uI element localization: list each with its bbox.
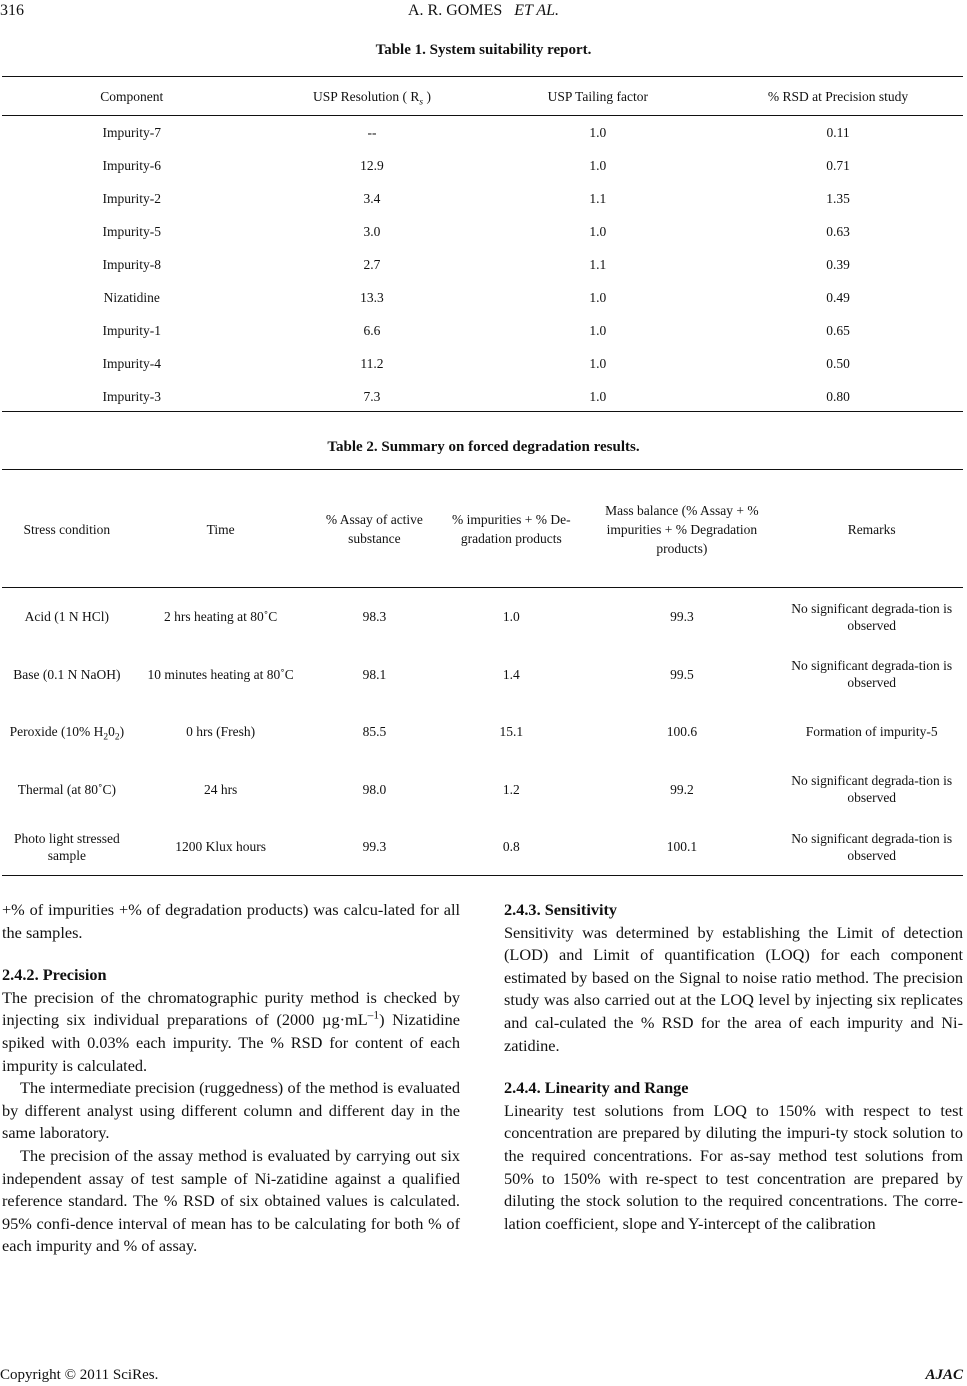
table1-cell-tailing: 1.0 bbox=[589, 389, 607, 404]
table2-cell-impurities: 0.8 bbox=[502, 839, 520, 855]
table2-cell-impurities: 1.0 bbox=[502, 609, 520, 625]
table1-cell-tailing: 1.0 bbox=[589, 158, 607, 173]
table1-cell-resolution: -- bbox=[367, 125, 377, 140]
table2-cell-assay: 98.1 bbox=[362, 666, 387, 682]
table2-row bbox=[2, 703, 963, 761]
table1-row bbox=[2, 182, 963, 215]
table2-cell-stress: Peroxide (10% $H_20_2$) bbox=[9, 724, 125, 743]
table2-cell-assay: 99.3 bbox=[362, 839, 387, 855]
table2-cell-stress: Photo light stressed sample bbox=[13, 830, 120, 863]
table2-cell-remarks: No significant degrada-tion is observed bbox=[791, 658, 953, 691]
table1-cell-rsd: 1.35 bbox=[826, 191, 850, 206]
running-head-et-al: ET AL. bbox=[514, 2, 559, 19]
table1-row bbox=[2, 149, 963, 182]
table1-header-row bbox=[2, 77, 963, 116]
table1-bottom-rule bbox=[2, 411, 963, 412]
precision-paragraph-3: The precision of the assay method is evaluated by carrying out six independent assay of test sample of Ni-zatidine against a qualified reference standard. The % RSD of six obtained values is calculated. 95% confi-dence interval of mean has to be calculating for both % of each impurity and % of assay. bbox=[2, 1145, 460, 1256]
table1-cell-rsd: 0.50 bbox=[826, 356, 850, 371]
sensitivity-heading: 2.4.3. Sensitivity bbox=[504, 900, 618, 919]
table1-cell-rsd: 0.11 bbox=[826, 125, 850, 140]
table2-cell-mass-balance: 99.3 bbox=[670, 609, 694, 625]
sensitivity-paragraph: Sensitivity was determined by establishing the Limit of detection (LOD) and Limit of quantification (LOQ) for each component estimated by based on the Signal to noise ratio method. The precision study was also carried out at the LOQ level by injecting six replicates and cal-culated the % RSD for the area of each impurity and Ni-zatidine. bbox=[504, 922, 963, 1055]
table2-cell-mass-balance: 100.1 bbox=[666, 839, 698, 855]
table2-header-impurities: % impurities + % De-gradation products bbox=[452, 512, 571, 546]
table1-cell-rsd: 0.80 bbox=[826, 389, 850, 404]
table2-cell-mass-balance: 99.2 bbox=[670, 781, 694, 797]
table2-row bbox=[2, 818, 963, 876]
table1-cell-component: Nizatidine bbox=[103, 290, 160, 305]
table2-header-time: Time bbox=[206, 521, 235, 537]
table1-cell-rsd: 0.39 bbox=[826, 257, 850, 272]
left-column bbox=[2, 899, 460, 1258]
table2-cell-time: 24 hrs bbox=[203, 781, 238, 797]
table2-header-mass-balance: Mass balance (% Assay + % impurities + % Degradation products) bbox=[605, 502, 759, 556]
precision-heading: 2.4.2. Precision bbox=[2, 965, 107, 985]
table1-cell-component: Impurity-3 bbox=[102, 389, 161, 404]
table2-row bbox=[2, 588, 963, 646]
table1-row bbox=[2, 281, 963, 314]
table2-cell-impurities: 15.1 bbox=[499, 724, 524, 740]
table2-header-stress: Stress condition bbox=[23, 521, 111, 537]
table2-header-remarks: Remarks bbox=[847, 521, 896, 537]
table2-row bbox=[2, 761, 963, 819]
table1-system-suitability bbox=[2, 77, 963, 413]
table1-header-resolution: USP Resolution ( $R_s$ ) bbox=[312, 89, 431, 108]
table1-row bbox=[2, 116, 963, 149]
table1-cell-component: Impurity-8 bbox=[102, 257, 161, 272]
table1-cell-component: Impurity-5 bbox=[102, 224, 161, 239]
table1-cell-tailing: 1.0 bbox=[589, 224, 607, 239]
linearity-heading: 2.4.4. Linearity and Range bbox=[504, 1078, 689, 1098]
table2-cell-remarks: No significant degrada-tion is observed bbox=[791, 600, 953, 633]
table2-cell-remarks: No significant degrada-tion is observed bbox=[791, 830, 953, 863]
footer-journal: AJAC bbox=[925, 1367, 963, 1383]
table2-cell-impurities: 1.2 bbox=[502, 781, 520, 797]
table1-cell-component: Impurity-4 bbox=[102, 356, 161, 371]
table1-cell-tailing: 1.1 bbox=[589, 257, 607, 272]
table2-cell-remarks: No significant degrada-tion is observed bbox=[791, 773, 953, 806]
table2-cell-time: 10 minutes heating at 80˚C bbox=[147, 666, 294, 682]
linearity-paragraph: Linearity test solutions from LOQ to 150% with respect to test concentration are prepared by diluting the impuri-ty stock solution to the required concentrations. For as-say method test solutions from 50% to 150% with re-spect to test concentration are prepared by diluting the stock solution to the required concentrations. The corre-lation coefficient, slope and Y-intercept of the calibration bbox=[504, 1100, 963, 1233]
table1-row bbox=[2, 380, 963, 413]
table1-cell-tailing: 1.0 bbox=[589, 125, 607, 140]
table1-row bbox=[2, 314, 963, 347]
running-head-authors: A. R. GOMES bbox=[408, 2, 503, 19]
table1-cell-resolution: 12.9 bbox=[360, 158, 384, 173]
page-number: 316 bbox=[0, 2, 24, 19]
table1-cell-resolution: 13.3 bbox=[360, 290, 384, 305]
table2-cell-assay: 98.3 bbox=[362, 609, 387, 625]
running-head bbox=[0, 2, 967, 20]
table2-cell-assay: 98.0 bbox=[362, 781, 387, 797]
table2-header-row bbox=[2, 470, 963, 588]
table2-bottom-rule bbox=[2, 875, 963, 876]
table1-cell-resolution: 3.0 bbox=[363, 224, 381, 239]
table1-cell-rsd: 0.71 bbox=[826, 158, 850, 173]
right-column bbox=[504, 899, 963, 1235]
table2-cell-stress: Thermal (at 80˚C) bbox=[17, 781, 116, 797]
precision-paragraph-1: The precision of the chromatographic purity method is checked by injecting six individual preparations of (2000 $\mu g\cdot mL^{-1}$) Nizatidine spiked with 0.03% each impurity. The % RSD for content of each impurity is calculated. bbox=[2, 987, 460, 1075]
table2-cell-mass-balance: 99.5 bbox=[670, 666, 694, 682]
table1-cell-component: Impurity-1 bbox=[102, 323, 161, 338]
table1-cell-resolution: 11.2 bbox=[360, 356, 384, 371]
table2-caption: Table 2. Summary on forced degradation results. bbox=[327, 439, 640, 455]
table2-cell-mass-balance: 100.6 bbox=[666, 724, 698, 740]
table1-header-rule bbox=[2, 115, 963, 116]
intro-paragraph: +% of impurities +% of degradation products) was calcu-lated for all the samples. bbox=[2, 900, 460, 942]
table1-cell-rsd: 0.65 bbox=[826, 323, 850, 338]
precision-paragraph-2: The intermediate precision (ruggedness) of the method is evaluated by different analyst using different column and different day in the same laboratory. bbox=[2, 1078, 460, 1143]
table1-row bbox=[2, 347, 963, 380]
table2-cell-impurities: 1.4 bbox=[502, 666, 520, 682]
table2-cell-assay: 85.5 bbox=[362, 724, 387, 740]
table1-cell-resolution: 3.4 bbox=[363, 191, 381, 206]
table1-cell-tailing: 1.1 bbox=[589, 191, 607, 206]
table2-cell-stress: Base (0.1 N NaOH) bbox=[13, 666, 121, 682]
table2-row bbox=[2, 646, 963, 704]
table2-cell-remarks: Formation of impurity-5 bbox=[805, 724, 938, 740]
table1-cell-component: Impurity-2 bbox=[102, 191, 161, 206]
table1-cell-tailing: 1.0 bbox=[589, 290, 607, 305]
table2-cell-time: 2 hrs heating at 80˚C bbox=[164, 609, 278, 625]
table1-header-rsd: % RSD at Precision study bbox=[767, 89, 909, 104]
table1-cell-component: Impurity-7 bbox=[102, 125, 161, 140]
table2-header-assay: % Assay of active substance bbox=[325, 512, 423, 546]
table2-forced-degradation bbox=[2, 470, 963, 876]
footer-copyright: Copyright © 2011 SciRes. bbox=[0, 1367, 159, 1383]
table2-cell-time: 1200 Klux hours bbox=[175, 839, 266, 855]
table1-cell-tailing: 1.0 bbox=[589, 323, 607, 338]
table1-header-tailing: USP Tailing factor bbox=[547, 89, 648, 104]
table1-cell-component: Impurity-6 bbox=[102, 158, 161, 173]
table1-caption: Table 1. System suitability report. bbox=[375, 42, 592, 58]
table1-cell-resolution: 6.6 bbox=[363, 323, 381, 338]
table1-cell-rsd: 0.63 bbox=[826, 224, 850, 239]
table2-cell-stress: Acid (1 N HCl) bbox=[24, 609, 110, 625]
table1-row bbox=[2, 248, 963, 281]
table1-row bbox=[2, 215, 963, 248]
table1-header-component: Component bbox=[100, 89, 164, 104]
table1-cell-rsd: 0.49 bbox=[826, 290, 850, 305]
table2-header-rule bbox=[2, 587, 963, 588]
table1-cell-tailing: 1.0 bbox=[589, 356, 607, 371]
table1-cell-resolution: 2.7 bbox=[363, 257, 381, 272]
table1-cell-resolution: 7.3 bbox=[363, 389, 381, 404]
table2-cell-time: 0 hrs (Fresh) bbox=[186, 724, 256, 740]
